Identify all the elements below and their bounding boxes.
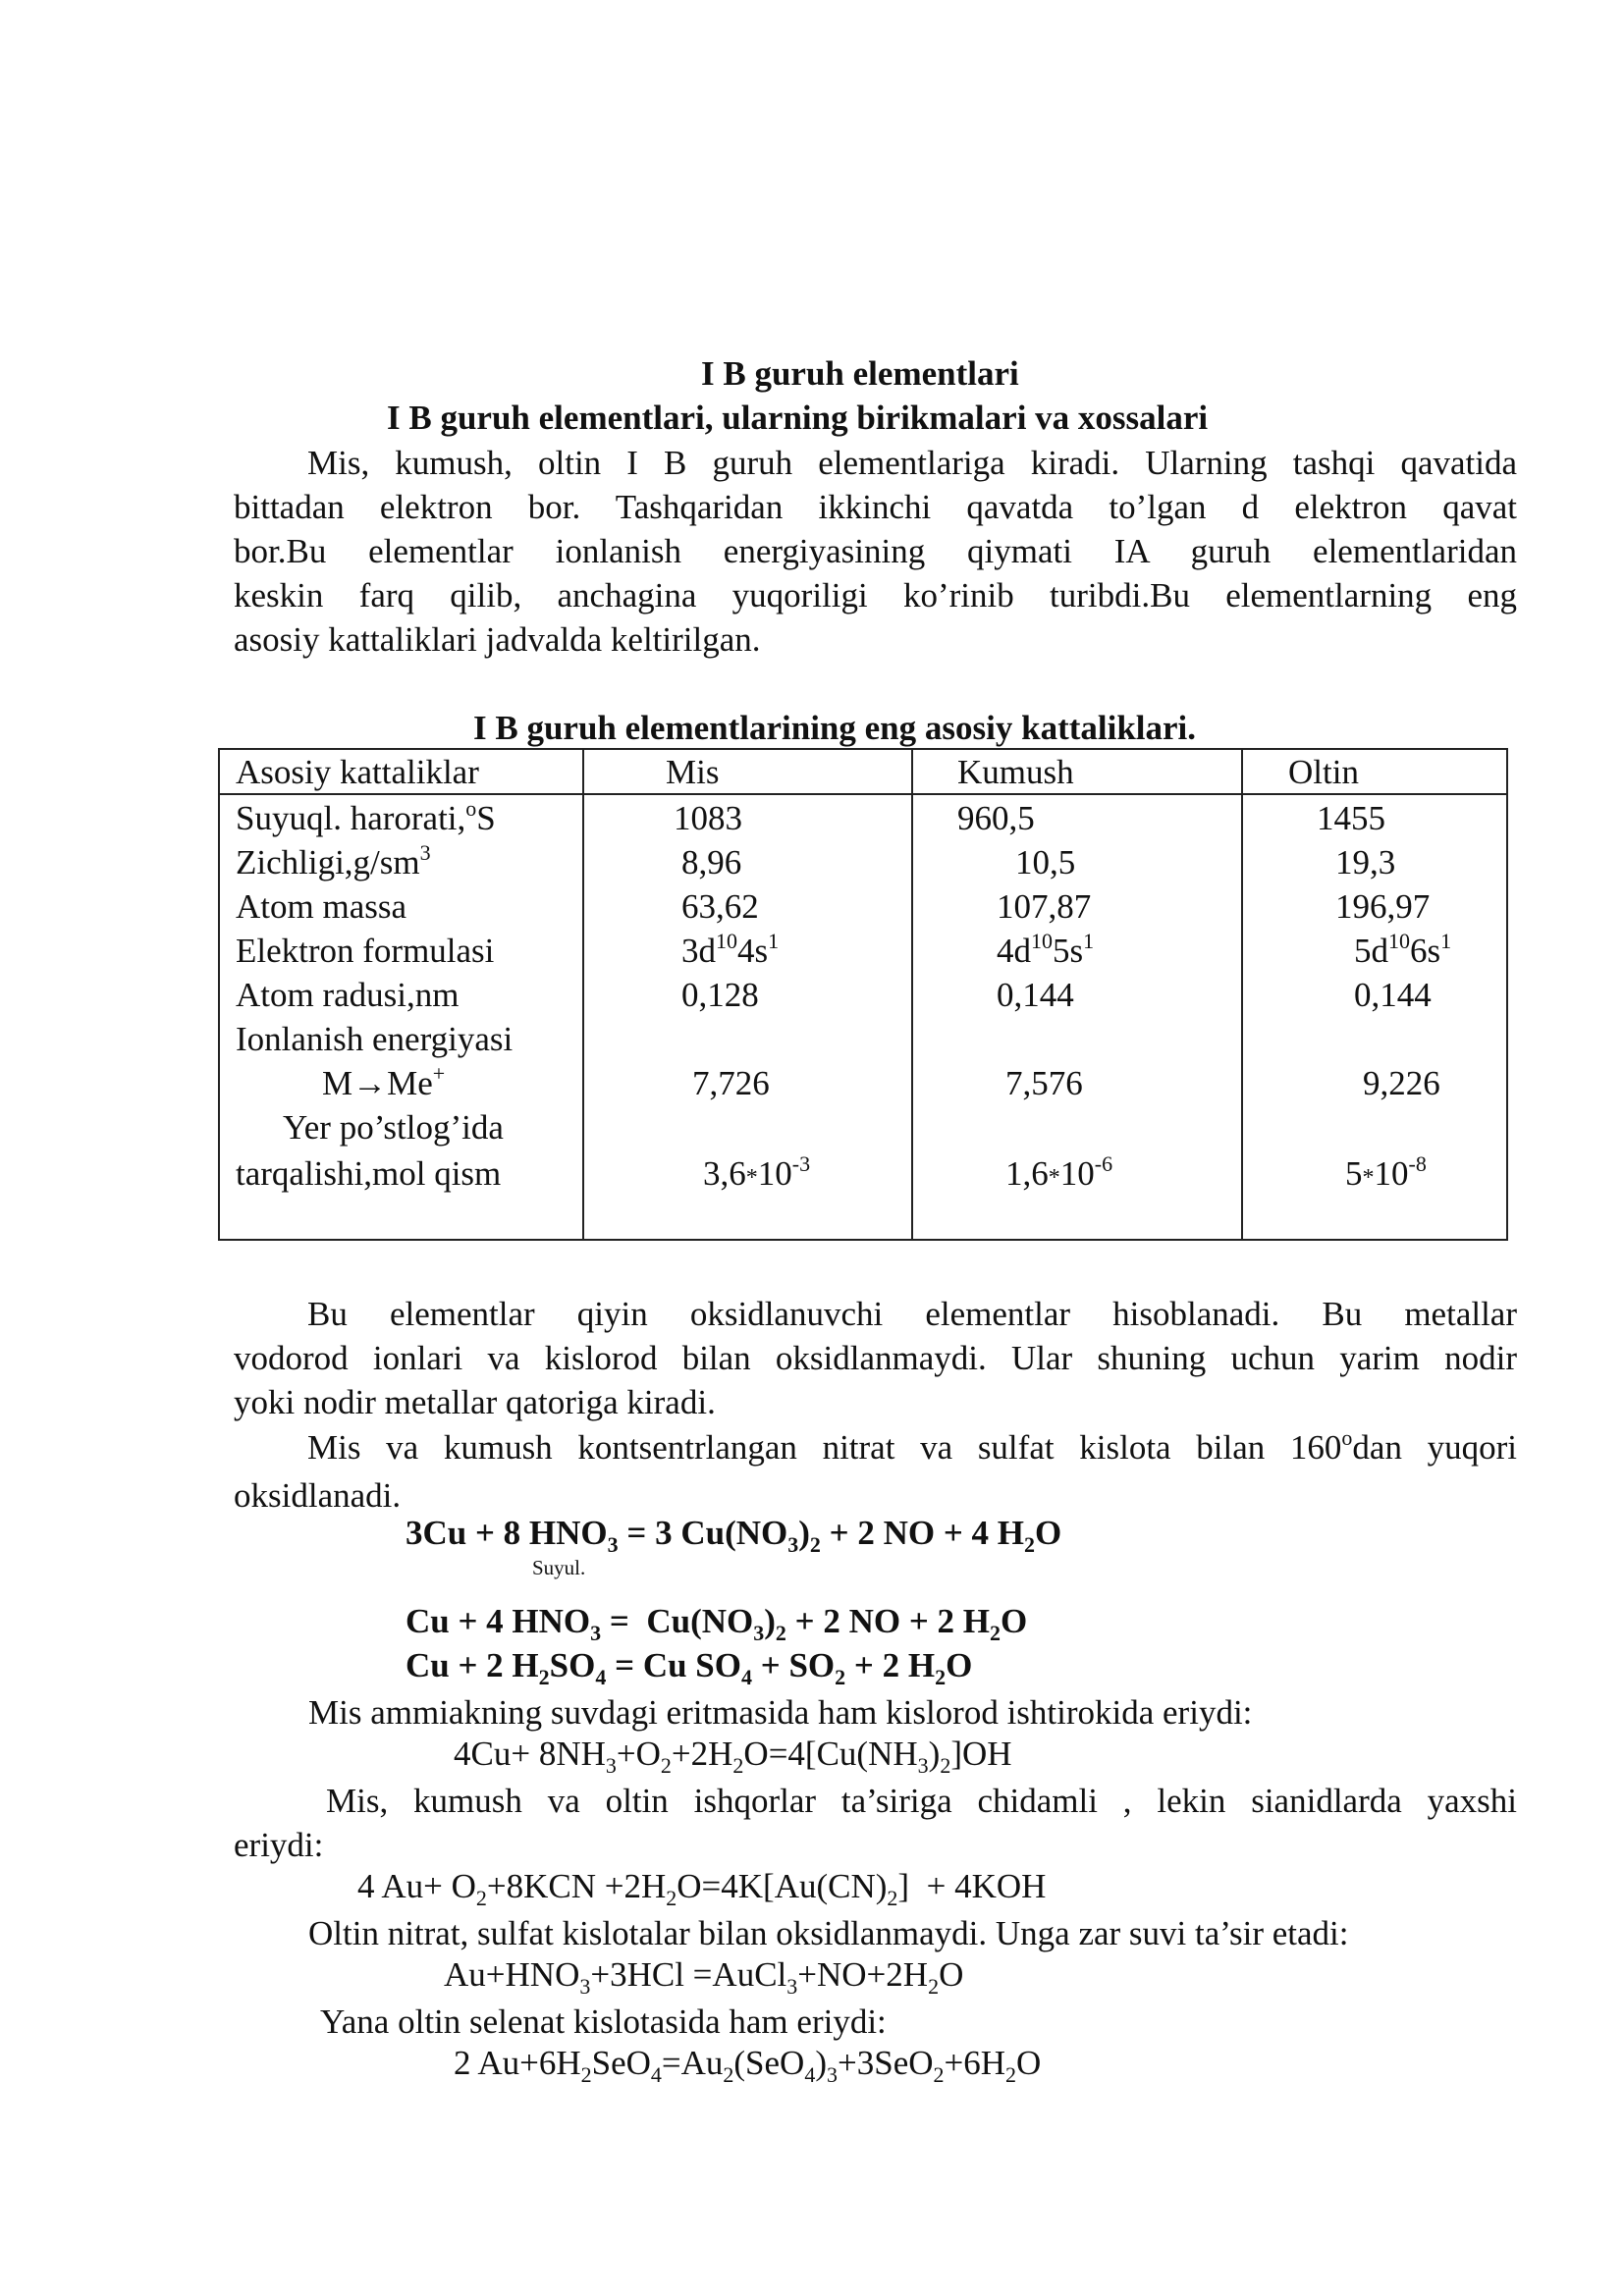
para-line: Bu elementlar qiyin oksidlanuvchi elementlar hisoblanadi. Bu metallar [307, 1295, 1517, 1333]
cell-kumush: 7,576 [1005, 1064, 1083, 1102]
cell-oltin: 9,226 [1363, 1064, 1440, 1102]
cell-mis: $3d^{10}4s^1$ [681, 929, 780, 970]
cell-oltin: $5d^{10}6s^1$ [1354, 929, 1452, 970]
cell-oltin: $5*10^{-8}$ [1345, 1151, 1427, 1193]
properties-table [218, 748, 1508, 1241]
equation-5: 4 $Au+ O_2+8KCN +2H_2O=4K[Au(CN)_2] + 4KOH$ [357, 1867, 1047, 1910]
row-label-ion: Ionlanish energiyasi [236, 1020, 514, 1058]
page-subtitle: I B guruh elementlari, ularning birikmalari va xossalari [387, 399, 1209, 437]
equation-4: $4Cu+ 8NH_3+O_2+2H_2O=4[Cu(NH_3)_2]OH$ [454, 1735, 1012, 1778]
para-line: yoki nodir metallar qatoriga kiradi. [234, 1383, 716, 1421]
text-cyanide [234, 1779, 1517, 1867]
cell-oltin: 1455 [1317, 799, 1385, 837]
cell-kumush: 10,5 [1015, 843, 1076, 881]
cell-oltin: 19,3 [1335, 843, 1396, 881]
header-cell: Kumush [957, 753, 1074, 791]
equation-3: Cu + 2 $H_2SO_4 = Cu$ $SO_4 + SO_2 + 2$ $H_2O$ [406, 1646, 973, 1689]
header-cell: Mis [666, 753, 720, 791]
equation-1: 3Cu + 8 $HNO_3 = 3$ $Cu(NO_3)_2 + 2$ NO + 4 $H_2O$ [406, 1514, 1062, 1557]
para-line: oksidlanadi. [234, 1476, 402, 1515]
row-label-melt: Suyuql. harorati,$^o$S [236, 796, 496, 837]
intro-line: bittadan elektron bor. Tashqaridan ikkinchi qavatda to’lgan d elektron qavat [234, 488, 1517, 526]
header-cell: Oltin [1288, 753, 1359, 791]
paragraph-3 [234, 1425, 1517, 1518]
cell-kumush: 0,144 [997, 976, 1074, 1014]
intro-paragraph [234, 441, 1517, 662]
paragraph-2 [234, 1292, 1517, 1424]
equation-2: Cu + 4 $HNO_3 = Cu(NO_3)_2 + 2$ NO + 2 $H_2O$ [406, 1602, 1028, 1645]
cell-mis: 8,96 [681, 843, 742, 881]
intro-line: bor.Bu elementlar ionlanish energiyasining qiymati IA guruh elementlaridan [234, 532, 1517, 570]
cell-kumush: $4d^{10}5s^1$ [997, 929, 1095, 970]
cell-oltin: 196,97 [1335, 887, 1431, 926]
header-cell: Asosiy kattaliklar [236, 753, 479, 791]
cell-mis: $3,6*10^{-3}$ [703, 1151, 811, 1193]
cell-kumush: 107,87 [997, 887, 1092, 926]
table-caption: I B guruh elementlarining eng asosiy kattaliklari. [473, 709, 1197, 747]
row-sublabel-ion: M→Me+ [322, 1061, 446, 1102]
row-label-radius: Atom radusi,nm [236, 976, 460, 1014]
equation-6: $Au+HNO_3+3HCl$ $=AuCl_3+NO+2H_2O$ [444, 1955, 964, 1999]
para-line: vodorod ionlari va kislorod bilan oksidlanmaydi. Ular shuning uchun yarim nodir [234, 1339, 1517, 1377]
cell-kumush: $1,6*10^{-6}$ [1005, 1151, 1113, 1193]
intro-line: keskin farq qilib, anchagina yuqoriligi ko’rinib turibdi.Bu elementlarning eng [234, 576, 1517, 614]
cell-oltin: 0,144 [1354, 976, 1432, 1014]
suyul-label: Suyul. [532, 1556, 586, 1579]
page-title: I B guruh elementlari [701, 354, 1019, 393]
text-aquaregia: Oltin nitrat, sulfat kislotalar bilan oksidlanmaydi. Unga zar suvi ta’sir etadi: [308, 1914, 1349, 1952]
row-label-density: $Zichligi,g/sm^3$ [236, 840, 431, 881]
text-ammonia: Mis ammiakning suvdagi eritmasida ham kislorod ishtirokida eriydi: [308, 1693, 1253, 1732]
cell-mis: 1083 [674, 799, 742, 837]
cell-kumush: 960,5 [957, 799, 1035, 837]
row-label-abund: tarqalishi,mol qism [236, 1154, 502, 1193]
cell-mis: 63,62 [681, 887, 759, 926]
para-line: Mis, kumush va oltin ishqorlar ta’siriga chidamli , lekin sianidlarda yaxshi [326, 1782, 1517, 1820]
cell-mis: 0,128 [681, 976, 759, 1014]
text-selenic: Yana oltin selenat kislotasida ham eriydi: [320, 2002, 887, 2041]
para-line: eriydi: [234, 1826, 324, 1864]
para-line: Mis va kumush kontsentrlangan nitrat va sulfat kislota bilan 160$^o$dan yuqori [307, 1425, 1517, 1467]
row-label-config: Elektron formulasi [236, 932, 495, 970]
row-label-mass: Atom massa [236, 887, 407, 926]
intro-line: Mis, kumush, oltin I B guruh elementlariga kiradi. Ularning tashqi qavatida [307, 444, 1517, 482]
cell-mis: 7,726 [692, 1064, 770, 1102]
equation-7: 2 $Au+6H_2SeO_4=Au_2(SeO_4)_3+3SeO_2+6H_2O$ [454, 2044, 1042, 2087]
intro-line: asosiy kattaliklari jadvalda keltirilgan. [234, 620, 761, 659]
row-label-abund: Yer po’stlog’ida [283, 1108, 504, 1147]
